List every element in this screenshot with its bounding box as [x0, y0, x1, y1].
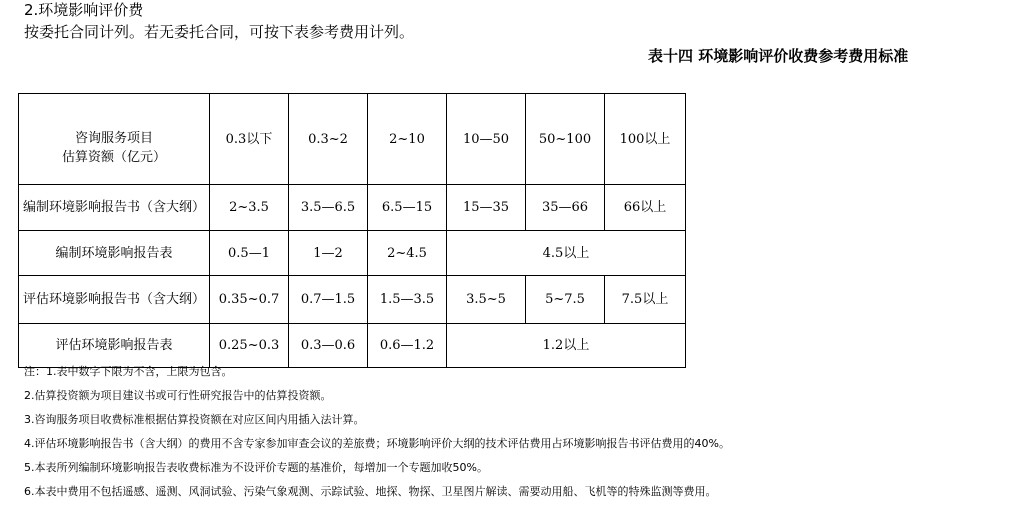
merged-cell: 4.5以上 [447, 231, 686, 276]
table-row [19, 231, 686, 276]
row-label: 编制环境影响报告书（含大纲） [19, 185, 210, 231]
note-5: 5.本表所列编制环境影响报告表收费标准为不设评价专题的基准价，每增加一个专题加收50%。 [24, 461, 488, 474]
table-cell: 0.5—1 [210, 231, 289, 276]
table-row [19, 324, 686, 368]
table-cell: 1—2 [289, 231, 368, 276]
table-cell: 0.25~0.3 [210, 324, 289, 368]
intro-text: 按委托合同计列。若无委托合同，可按下表参考费用计列。 [24, 23, 415, 41]
merged-cell: 1.2以上 [447, 324, 686, 368]
header-label-investment: 估算资额（亿元） [61, 150, 166, 165]
table-cell: 66以上 [605, 185, 686, 231]
section-heading: 2.环境影响评价费 [24, 1, 144, 19]
header-cell: 100以上 [605, 94, 686, 185]
table-cell: 15—35 [447, 185, 526, 231]
note-3: 3.咨询服务项目收费标准根据估算投资额在对应区间内用插入法计算。 [24, 413, 365, 426]
table-row [19, 185, 686, 231]
table-cell: 6.5—15 [368, 185, 447, 231]
table-cell: 0.7—1.5 [289, 276, 368, 324]
header-cell-item [19, 94, 210, 185]
table-cell: 0.3—0.6 [289, 324, 368, 368]
table-cell: 2~3.5 [210, 185, 289, 231]
note-6: 6.本表中费用不包括遥感、遥测、风洞试验、污染气象观测、示踪试验、地探、物探、卫星图片解读、需要动用船、飞机等的特殊监测等费用。 [24, 485, 717, 498]
header-cell: 50~100 [526, 94, 605, 185]
table-cell: 0.6—1.2 [368, 324, 447, 368]
header-cell: 0.3以下 [210, 94, 289, 185]
header-cell: 0.3~2 [289, 94, 368, 185]
note-1: 注：1.表中数字下限为不含，上限为包含。 [24, 365, 233, 378]
header-cell: 10—50 [447, 94, 526, 185]
table-row [19, 276, 686, 324]
table-title: 表十四 环境影响评价收费参考费用标准 [648, 47, 909, 65]
row-label: 评估环境影响报告书（含大纲） [19, 276, 210, 324]
table-cell: 0.35~0.7 [210, 276, 289, 324]
fee-standard-table [18, 93, 686, 368]
table-cell: 2~4.5 [368, 231, 447, 276]
table-cell: 7.5以上 [605, 276, 686, 324]
table-header-row [19, 94, 686, 185]
note-4: 4.评估环境影响报告书（含大纲）的费用不含专家参加审查会议的差旅费；环境影响评价大纲的技术评估费用占环境影响报告书评估费用的40%。 [24, 437, 730, 450]
header-cell: 2~10 [368, 94, 447, 185]
table-cell: 35—66 [526, 185, 605, 231]
note-2: 2.估算投资额为项目建议书或可行性研究报告中的估算投资额。 [24, 389, 332, 402]
table-cell: 1.5—3.5 [368, 276, 447, 324]
table-cell: 3.5—6.5 [289, 185, 368, 231]
row-label: 评估环境影响报告表 [19, 324, 210, 368]
table-cell: 3.5~5 [447, 276, 526, 324]
table-cell: 5~7.5 [526, 276, 605, 324]
row-label: 编制环境影响报告表 [19, 231, 210, 276]
header-label-service: 咨询服务项目 [74, 131, 153, 146]
